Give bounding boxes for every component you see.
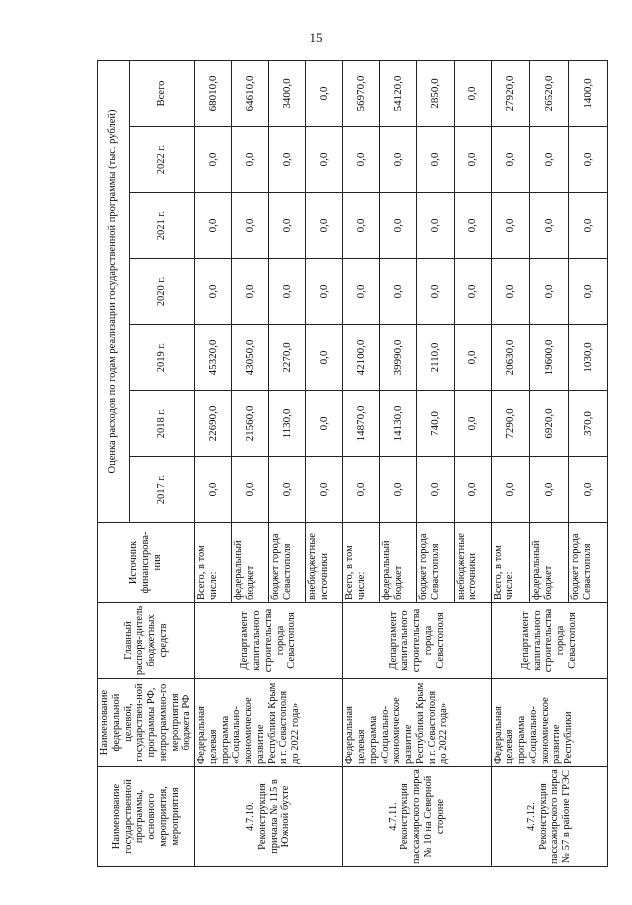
table-row <box>195 60 232 866</box>
value-cell: 2270,0 <box>269 325 306 391</box>
source-cell: бюджет города Севастополя <box>569 523 608 603</box>
value-cell: 0,0 <box>417 193 454 259</box>
target-program: Федеральная целевая программа «Социально-экономическое развитие Республики Крым и г. Севастополя до 2022 года» <box>343 679 491 767</box>
value-cell: 0,0 <box>417 457 454 523</box>
value-cell: 6920,0 <box>530 391 569 457</box>
value-cell: 0,0 <box>380 193 417 259</box>
value-cell: 1030,0 <box>569 325 608 391</box>
value-cell: 2850,0 <box>417 60 454 126</box>
value-cell: 0,0 <box>195 193 232 259</box>
measure-name: 4.7.10. Реконструкция причала № 115 в Южной бухте <box>195 767 343 867</box>
value-cell: 0,0 <box>306 325 343 391</box>
source-cell: бюджет города Севастополя <box>269 523 306 603</box>
value-cell: 27920,0 <box>491 60 530 126</box>
value-cell: 0,0 <box>380 259 417 325</box>
value-cell: 0,0 <box>343 193 380 259</box>
value-cell: 0,0 <box>195 259 232 325</box>
value-cell: 0,0 <box>491 259 530 325</box>
header-year: 2020 г. <box>129 259 194 325</box>
value-cell: 14870,0 <box>343 391 380 457</box>
value-cell: 68010,0 <box>195 60 232 126</box>
header-total: Всего <box>129 60 194 126</box>
table-row <box>491 60 530 866</box>
value-cell: 0,0 <box>380 127 417 193</box>
value-cell: 0,0 <box>306 259 343 325</box>
manager: Департамент капитального строительства города Севастополя <box>195 603 343 679</box>
value-cell: 0,0 <box>232 193 269 259</box>
value-cell: 7290,0 <box>491 391 530 457</box>
value-cell: 0,0 <box>269 193 306 259</box>
value-cell: 0,0 <box>569 259 608 325</box>
source-cell: федеральный бюджет <box>380 523 417 603</box>
value-cell: 19600,0 <box>530 325 569 391</box>
source-cell: внебюджетные источники <box>306 523 343 603</box>
value-cell: 0,0 <box>232 457 269 523</box>
header-year: 2021 г. <box>129 193 194 259</box>
value-cell: 0,0 <box>491 193 530 259</box>
source-cell: Всего, в том числе: <box>491 523 530 603</box>
value-cell: 22690,0 <box>195 391 232 457</box>
value-cell: 0,0 <box>454 391 491 457</box>
value-cell: 0,0 <box>569 457 608 523</box>
header-year: 2022 г. <box>129 127 194 193</box>
value-cell: 0,0 <box>417 259 454 325</box>
value-cell: 20630,0 <box>491 325 530 391</box>
header-estimate-group: Оценка расходов по годам реализации государственной программы (тыс. рублей) <box>98 60 130 522</box>
value-cell: 43050,0 <box>232 325 269 391</box>
value-cell: 0,0 <box>530 457 569 523</box>
value-cell: 370,0 <box>569 391 608 457</box>
value-cell: 0,0 <box>343 259 380 325</box>
measure-name: 4.7.11. Реконструкция пассажирского пирса № 10 на Северной стороне <box>343 767 491 867</box>
budget-table <box>97 60 608 867</box>
value-cell: 0,0 <box>306 193 343 259</box>
value-cell: 0,0 <box>306 127 343 193</box>
value-cell: 26520,0 <box>530 60 569 126</box>
value-cell: 0,0 <box>343 127 380 193</box>
value-cell: 0,0 <box>569 193 608 259</box>
value-cell: 0,0 <box>195 127 232 193</box>
value-cell: 0,0 <box>454 457 491 523</box>
header-manager: Главный распоря-дитель бюджетных средств <box>98 603 195 679</box>
value-cell: 0,0 <box>491 457 530 523</box>
value-cell: 1130,0 <box>269 391 306 457</box>
value-cell: 14130,0 <box>380 391 417 457</box>
header-year: 2017 г. <box>129 457 194 523</box>
value-cell: 1400,0 <box>569 60 608 126</box>
value-cell: 0,0 <box>269 259 306 325</box>
value-cell: 0,0 <box>454 325 491 391</box>
value-cell: 39990,0 <box>380 325 417 391</box>
value-cell: 21560,0 <box>232 391 269 457</box>
value-cell: 0,0 <box>530 259 569 325</box>
header-target: Наименование федеральной целевой, государствен-ной программы РФ, непрограммно-го мероприятия бюджета РФ <box>98 679 195 767</box>
value-cell: 0,0 <box>269 457 306 523</box>
source-cell: внебюджетные источники <box>454 523 491 603</box>
value-cell: 56970,0 <box>343 60 380 126</box>
value-cell: 0,0 <box>306 391 343 457</box>
target-program: Федеральная целевая программа «Социально-экономическое развитие Республики Крым и г. Севастополя до 2022 года» <box>195 679 343 767</box>
header-year: 2019 г. <box>129 325 194 391</box>
value-cell: 0,0 <box>454 127 491 193</box>
value-cell: 0,0 <box>530 127 569 193</box>
source-cell: федеральный бюджет <box>232 523 269 603</box>
table-row <box>343 60 380 866</box>
value-cell: 42100,0 <box>343 325 380 391</box>
value-cell: 0,0 <box>269 127 306 193</box>
value-cell: 0,0 <box>306 457 343 523</box>
value-cell: 0,0 <box>306 60 343 126</box>
value-cell: 0,0 <box>530 193 569 259</box>
header-name: Наименование государственной программы, основного мероприятия, мероприятия <box>98 767 195 867</box>
value-cell: 2110,0 <box>417 325 454 391</box>
value-cell: 0,0 <box>569 127 608 193</box>
source-cell: Всего, в том числе: <box>195 523 232 603</box>
value-cell: 0,0 <box>417 127 454 193</box>
source-cell: Всего, в том числе: <box>343 523 380 603</box>
value-cell: 45320,0 <box>195 325 232 391</box>
value-cell: 54120,0 <box>380 60 417 126</box>
source-cell: бюджет города Севастополя <box>417 523 454 603</box>
value-cell: 0,0 <box>343 457 380 523</box>
target-program: Федеральная целевая программа «Социально-экономическое развитие Республики <box>491 679 607 767</box>
value-cell: 0,0 <box>232 259 269 325</box>
value-cell: 3400,0 <box>269 60 306 126</box>
value-cell: 0,0 <box>454 193 491 259</box>
value-cell: 0,0 <box>491 127 530 193</box>
value-cell: 740,0 <box>417 391 454 457</box>
value-cell: 0,0 <box>454 60 491 126</box>
header-year: 2018 г. <box>129 391 194 457</box>
header-source: Источник финансирова-ния <box>98 523 195 603</box>
rotated-table-container <box>97 61 597 867</box>
source-cell: федеральный бюджет <box>530 523 569 603</box>
value-cell: 0,0 <box>232 127 269 193</box>
value-cell: 64610,0 <box>232 60 269 126</box>
value-cell: 0,0 <box>380 457 417 523</box>
page-number: 15 <box>309 30 323 45</box>
value-cell: 0,0 <box>195 457 232 523</box>
manager: Департамент капитального строительства города Севастополя <box>343 603 491 679</box>
measure-name: 4.7.12. Реконструкция пассажирского пирса № 57 в районе ГРЭС <box>491 767 607 867</box>
manager: Департамент капитального строительства города Севастополя <box>491 603 607 679</box>
value-cell: 0,0 <box>454 259 491 325</box>
